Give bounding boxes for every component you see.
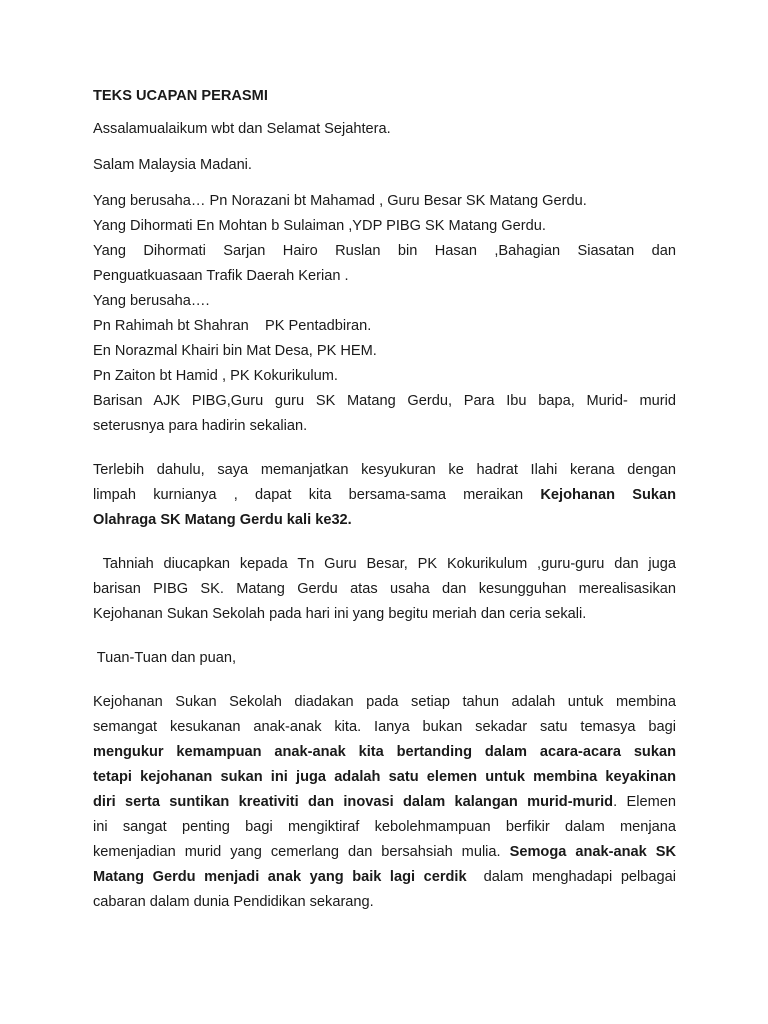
salutation-line: Penguatkuasaan Trafik Daerah Kerian .	[93, 268, 349, 284]
paragraph-line	[93, 483, 676, 508]
paragraph-line: Terlebih dahulu, saya memanjatkan kesyukuran ke hadrat Ilahi kerana dengan	[93, 462, 676, 478]
paragraph-line: ini sangat penting bagi mengiktiraf kebolehmampuan berfikir dalam menjana	[93, 819, 676, 835]
document-page	[93, 86, 676, 915]
salutation-line: Yang berusaha….	[93, 293, 210, 309]
greeting-line: Salam Malaysia Madani.	[93, 157, 252, 173]
paragraph-bold-text: Matang Gerdu menjadi anak yang baik lagi cerdik	[93, 869, 467, 885]
paragraph-text: dalam menghadapi pelbagai	[466, 869, 677, 885]
paragraph-line: semangat kesukanan anak-anak kita. Ianya bukan sekadar satu temasya bagi	[93, 719, 676, 735]
paragraph-text: kemenjadian murid yang cemerlang dan bersahsiah mulia.	[93, 844, 510, 860]
salutation-line: En Norazmal Khairi bin Mat Desa, PK HEM.	[93, 343, 377, 359]
paragraph-line	[93, 790, 676, 815]
salutation-line: Yang Dihormati Sarjan Hairo Ruslan bin Hasan ,Bahagian Siasatan dan	[93, 243, 676, 259]
paragraph-bold-text: diri serta suntikan kreativiti dan inovasi dalam kalangan murid-murid	[93, 794, 614, 810]
salutation-line: Yang Dihormati En Mohtan b Sulaiman ,YDP PIBG SK Matang Gerdu.	[93, 218, 546, 234]
paragraph-line: cabaran dalam dunia Pendidikan sekarang.	[93, 894, 374, 910]
paragraph-line: Kejohanan Sukan Sekolah diadakan pada setiap tahun adalah untuk membina	[93, 694, 676, 710]
salutation-line: seterusnya para hadirin sekalian.	[93, 418, 308, 434]
paragraph-text: limpah kurnianya , dapat kita bersama-sama meraikan	[93, 487, 541, 503]
salutation-line: Barisan AJK PIBG,Guru guru SK Matang Gerdu, Para Ibu bapa, Murid- murid	[93, 393, 676, 409]
paragraph-bold-text: Olahraga SK Matang Gerdu kali ke32.	[93, 512, 352, 528]
paragraph-line: barisan PIBG SK. Matang Gerdu atas usaha dan kesungguhan merealisasikan	[93, 581, 676, 597]
paragraph-bold-text: Kejohanan Sukan	[540, 487, 676, 503]
paragraph-line: Kejohanan Sukan Sekolah pada hari ini yang begitu meriah dan ceria sekali.	[93, 606, 587, 622]
salutation-line: Yang berusaha… Pn Norazani bt Mahamad , Guru Besar SK Matang Gerdu.	[93, 193, 587, 209]
salutation-block	[93, 189, 676, 439]
paragraph-line: Tahniah diucapkan kepada Tn Guru Besar, PK Kokurikulum ,guru-guru dan juga	[93, 556, 676, 572]
salutation-line: Pn Zaiton bt Hamid , PK Kokurikulum.	[93, 368, 338, 384]
paragraph-bold-text: Semoga anak-anak SK	[509, 844, 676, 860]
address-line: Tuan-Tuan dan puan,	[93, 650, 237, 666]
paragraph-text: . Elemen	[613, 794, 676, 810]
paragraph-line	[93, 508, 676, 533]
paragraph-congratulation	[93, 552, 676, 627]
greeting-line: Assalamualaikum wbt dan Selamat Sejahtera.	[93, 121, 391, 137]
paragraph-line	[93, 740, 676, 765]
paragraph-line	[93, 865, 676, 890]
paragraph-bold-text: tetapi kejohanan sukan ini juga adalah satu elemen untuk membina keyakinan	[93, 769, 676, 785]
document-title: TEKS UCAPAN PERASMI	[93, 88, 268, 104]
paragraph-purpose	[93, 690, 676, 915]
paragraph-bold-text: mengukur kemampuan anak-anak kita bertanding dalam acara-acara sukan	[93, 744, 676, 760]
paragraph-line	[93, 840, 676, 865]
salutation-line: Pn Rahimah bt Shahran PK Pentadbiran.	[93, 318, 372, 334]
paragraph-line	[93, 765, 676, 790]
paragraph-gratitude	[93, 458, 676, 533]
